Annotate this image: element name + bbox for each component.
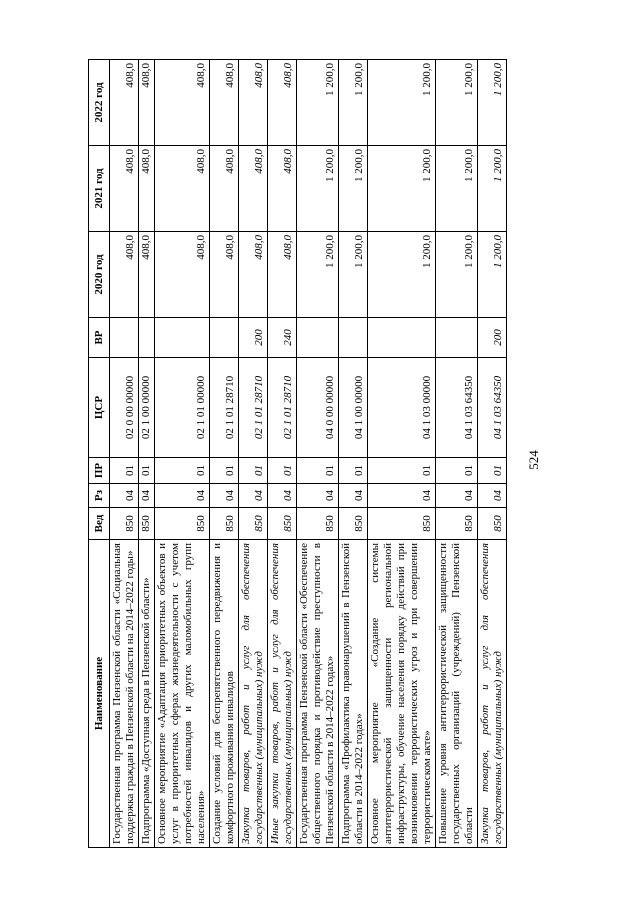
cell-name: Подпрограмма «Профилактика правонарушений в Пензенской области в 2014–2022 годах» <box>339 540 368 848</box>
table-row <box>297 60 339 848</box>
cell-rz: 04 <box>268 484 297 508</box>
cell-2021: 408,0 <box>110 146 139 232</box>
table-row <box>139 60 155 848</box>
cell-csr: 02 0 00 00000 <box>110 358 139 458</box>
cell-vr <box>297 318 339 358</box>
table-row <box>268 60 297 848</box>
cell-rz: 04 <box>139 484 155 508</box>
cell-name: Государственная программа Пензенской области «Социальная поддержка граждан в Пензенской области на 2014–2022 годы» <box>110 540 139 848</box>
cell-ved: 850 <box>478 508 507 540</box>
cell-2021: 1 200,0 <box>297 146 339 232</box>
cell-rz: 04 <box>339 484 368 508</box>
cell-name: Основное мероприятие «Адаптация приоритетных объектов и услуг в приоритетных сферах жизнедеятельности с учетом потребностей инвалидов и других маломобильных групп населения» <box>155 540 210 848</box>
table-row <box>239 60 268 848</box>
col-header-ved: Вед <box>89 508 110 540</box>
cell-2022: 408,0 <box>155 60 210 146</box>
cell-ved: 850 <box>268 508 297 540</box>
cell-rz: 04 <box>478 484 507 508</box>
cell-vr <box>436 318 478 358</box>
cell-2022: 408,0 <box>239 60 268 146</box>
cell-2020: 1 200,0 <box>297 232 339 318</box>
table-row <box>478 60 507 848</box>
cell-2020: 1 200,0 <box>436 232 478 318</box>
cell-vr: 200 <box>478 318 507 358</box>
cell-rz: 04 <box>110 484 139 508</box>
cell-vr <box>210 318 239 358</box>
cell-vr: 200 <box>239 318 268 358</box>
cell-2022: 408,0 <box>210 60 239 146</box>
cell-csr: 02 1 01 28710 <box>239 358 268 458</box>
cell-ved: 850 <box>210 508 239 540</box>
cell-name: Подпрограмма «Доступная среда в Пензенской области» <box>139 540 155 848</box>
cell-2022: 1 200,0 <box>339 60 368 146</box>
cell-vr <box>110 318 139 358</box>
cell-csr: 04 0 00 00000 <box>297 358 339 458</box>
cell-2020: 1 200,0 <box>478 232 507 318</box>
cell-2020: 408,0 <box>268 232 297 318</box>
cell-vr <box>139 318 155 358</box>
col-header-pr: ПР <box>89 458 110 484</box>
cell-2020: 408,0 <box>110 232 139 318</box>
cell-2020: 408,0 <box>239 232 268 318</box>
cell-2022: 1 200,0 <box>478 60 507 146</box>
cell-rz: 04 <box>436 484 478 508</box>
cell-csr: 04 1 00 00000 <box>339 358 368 458</box>
table-row <box>368 60 436 848</box>
cell-pr: 01 <box>210 458 239 484</box>
cell-2021: 408,0 <box>268 146 297 232</box>
cell-name: Закупка товаров, работ и услуг для обеспечения государственных (муниципальных) нужд <box>478 540 507 848</box>
cell-2022: 1 200,0 <box>368 60 436 146</box>
cell-rz: 04 <box>210 484 239 508</box>
cell-ved: 850 <box>155 508 210 540</box>
cell-2021: 408,0 <box>239 146 268 232</box>
cell-pr: 01 <box>268 458 297 484</box>
cell-csr: 04 1 03 64350 <box>478 358 507 458</box>
cell-name: Создание условий для беспрепятственного передвижения и комфортного проживания инвалидов <box>210 540 239 848</box>
cell-csr: 02 1 01 28710 <box>210 358 239 458</box>
cell-ved: 850 <box>339 508 368 540</box>
col-header-name: Наименование <box>89 540 110 848</box>
cell-ved: 850 <box>297 508 339 540</box>
cell-2021: 1 200,0 <box>436 146 478 232</box>
table-row <box>155 60 210 848</box>
cell-2021: 1 200,0 <box>339 146 368 232</box>
cell-2021: 408,0 <box>155 146 210 232</box>
cell-ved: 850 <box>110 508 139 540</box>
col-header-2020: 2020 год <box>89 232 110 318</box>
cell-vr: 240 <box>268 318 297 358</box>
cell-ved: 850 <box>436 508 478 540</box>
cell-2020: 408,0 <box>210 232 239 318</box>
cell-csr: 04 1 03 00000 <box>368 358 436 458</box>
cell-rz: 04 <box>239 484 268 508</box>
header-row <box>89 60 110 848</box>
cell-vr <box>368 318 436 358</box>
cell-2022: 408,0 <box>268 60 297 146</box>
budget-table-rotated <box>88 60 554 848</box>
cell-pr: 01 <box>339 458 368 484</box>
cell-2022: 1 200,0 <box>297 60 339 146</box>
cell-pr: 01 <box>239 458 268 484</box>
page-number: 524 <box>526 450 541 470</box>
cell-2021: 1 200,0 <box>368 146 436 232</box>
cell-rz: 04 <box>297 484 339 508</box>
cell-csr: 02 1 01 28710 <box>268 358 297 458</box>
cell-pr: 01 <box>436 458 478 484</box>
cell-ved: 850 <box>368 508 436 540</box>
cell-pr: 01 <box>155 458 210 484</box>
cell-name: Повышение уровня антитеррористической защищенности государственных организаций (учреждений) Пензенской области <box>436 540 478 848</box>
cell-vr <box>339 318 368 358</box>
cell-2022: 408,0 <box>110 60 139 146</box>
cell-pr: 01 <box>110 458 139 484</box>
cell-vr <box>155 318 210 358</box>
cell-pr: 01 <box>139 458 155 484</box>
col-header-2022: 2022 год <box>89 60 110 146</box>
cell-name: Иные закупки товаров, работ и услуг для обеспечения государственных (муниципальных) нужд <box>268 540 297 848</box>
table-row <box>436 60 478 848</box>
cell-2020: 408,0 <box>155 232 210 318</box>
col-header-rz: Рз <box>89 484 110 508</box>
col-header-csr: ЦСР <box>89 358 110 458</box>
table-row <box>110 60 139 848</box>
cell-csr: 02 1 00 00000 <box>139 358 155 458</box>
cell-2020: 1 200,0 <box>339 232 368 318</box>
cell-pr: 01 <box>478 458 507 484</box>
table-row <box>339 60 368 848</box>
cell-csr: 02 1 01 00000 <box>155 358 210 458</box>
cell-2021: 408,0 <box>139 146 155 232</box>
col-header-vr: ВР <box>89 318 110 358</box>
cell-name: Основное мероприятие «Создание системы антитеррористической защищенности региональной инфраструктуры, обучение населения порядку действий при возникновении террористических угроз и при совершении террористическом акте» <box>368 540 436 848</box>
cell-2022: 1 200,0 <box>436 60 478 146</box>
table-row <box>210 60 239 848</box>
cell-name: Государственная программа Пензенской области «Обеспечение общественного порядка и противодействие преступности в Пензенской области в 2014–2022 годах» <box>297 540 339 848</box>
cell-name: Закупка товаров, работ и услуг для обеспечения государственных (муниципальных) нужд <box>239 540 268 848</box>
cell-ved: 850 <box>239 508 268 540</box>
cell-2021: 408,0 <box>210 146 239 232</box>
cell-ved: 850 <box>139 508 155 540</box>
cell-2020: 1 200,0 <box>368 232 436 318</box>
cell-pr: 01 <box>297 458 339 484</box>
cell-pr: 01 <box>368 458 436 484</box>
cell-2022: 408,0 <box>139 60 155 146</box>
cell-2020: 408,0 <box>139 232 155 318</box>
budget-table <box>88 59 507 848</box>
cell-rz: 04 <box>155 484 210 508</box>
cell-2021: 1 200,0 <box>478 146 507 232</box>
cell-rz: 04 <box>368 484 436 508</box>
cell-csr: 04 1 03 64350 <box>436 358 478 458</box>
col-header-2021: 2021 год <box>89 146 110 232</box>
